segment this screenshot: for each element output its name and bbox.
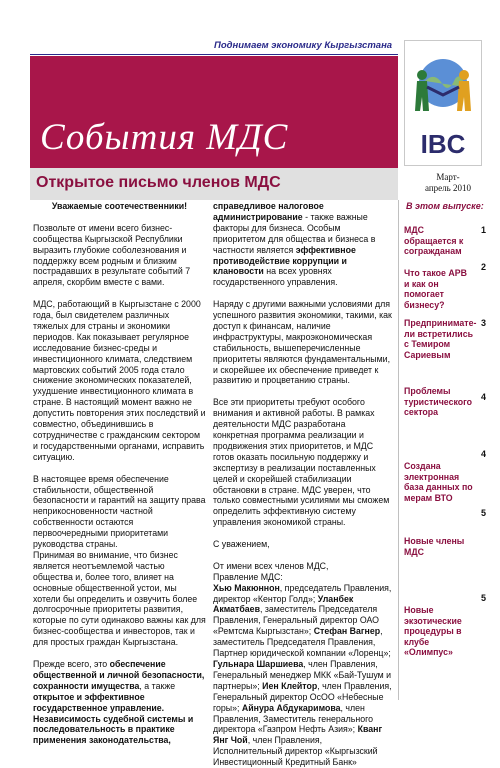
text-run-bold: обеспечение общественной и личной безопасности, сохранности имущества bbox=[33, 659, 205, 691]
issue-date-line1: Март- bbox=[436, 172, 460, 182]
toc-item[interactable]: МДС обращается к согражданам bbox=[404, 225, 464, 256]
signatory-name: Гульнара Шаршиева bbox=[213, 659, 304, 669]
paragraph: Позвольте от имени всего бизнес-сообщества Кыргызской Республики выразить глубокие соболезнования и поддержку всем родным и близким пострадавших в результате событий 7 апреля, скорбим вместе с вами. bbox=[33, 222, 191, 288]
paragraph bbox=[33, 659, 206, 746]
issue-date-line2: апрель 2010 bbox=[424, 183, 472, 193]
toc-item[interactable]: Что такое АРВ и как он помогает бизнесу? bbox=[404, 268, 467, 310]
text-run-bold: эффективное противодействие коррупции и клановости bbox=[213, 244, 356, 277]
signature-board: Правление МДС: bbox=[213, 571, 283, 582]
signatory-title: , заместитель Председателя Правления, Партнер юридической компании «Лоренц»; bbox=[213, 626, 391, 659]
signatory-title: , председатель Правления, директор «Кентор Голд»; bbox=[213, 582, 392, 604]
signatory-name: Кванг Янг Чой bbox=[213, 724, 383, 746]
handshake-globe-icon bbox=[405, 41, 481, 165]
text-run-bold: справедливое налоговое администрирование bbox=[213, 201, 324, 222]
signatory-name: Стефан Вагнер bbox=[313, 626, 381, 637]
article-title: Открытое письмо членов МДС bbox=[36, 174, 281, 191]
toc-item[interactable]: Новые экзотические процедуры в клубе «Олимпус» bbox=[404, 605, 462, 657]
signature-block bbox=[213, 561, 393, 768]
signatory-name: Иен Клейтор bbox=[262, 680, 318, 691]
signatory-name: Хью Макюннон bbox=[213, 582, 280, 593]
newsletter-title: События МДС bbox=[40, 117, 289, 158]
paragraph: В настоящее время обеспечение стабильности, общественной безопасности и гарантий на защиту права неприкосновенности частной собственности остаются первоочередными приоритетами руководства страны. bbox=[33, 473, 206, 550]
signatory-title: , член Правления, Генеральный менеджер МКК «Бай-Тушум и партнеры»; bbox=[213, 659, 392, 691]
toc-page-number: 5 bbox=[481, 593, 487, 603]
toc-page-number: 4 bbox=[481, 449, 487, 459]
paragraph: МДС, работающий в Кыргызстане с 2000 года, был свидетелем различных тяжелых для страны и экономики периодов. Как показывает регулярное исследование бизнес-среды и инвестиционного климата, следствием мартовских событий 2005 года стало снижение экономических показателей, ухудшение инвестиционного климата в стране. В настоящий момент важно не допустить повторения этих последствий и совместно, объединившись в сотрудничестве с гражданским сектором и государственными органами, исправить ситуацию. bbox=[33, 299, 206, 462]
toc-page-number: 1 bbox=[481, 225, 487, 235]
paragraph: Принимая во внимание, что бизнес является неотъемлемой частью общества и, более того, влияет на основные общественной устои, мы хотели бы определить и озвучить более долгосрочные приоритеты развития, которые по сути одинаково важны как для бизнес-сообщества и инвесторов, так и для простых граждан Кыргызстана. bbox=[33, 549, 206, 648]
toc-page-number: 3 bbox=[481, 318, 487, 328]
header-rule bbox=[30, 54, 398, 55]
letter-closing: С уважением, bbox=[213, 539, 270, 550]
toc-item[interactable]: Предпринимате-ли встретились с Темиром Сариевым bbox=[404, 318, 477, 360]
letter-greeting: Уважаемые соотечественники! bbox=[51, 201, 188, 211]
toc-page-number: 4 bbox=[481, 392, 487, 402]
toc-item[interactable]: Проблемы туристического сектора bbox=[404, 386, 473, 417]
text-run: Прежде всего, это bbox=[33, 659, 110, 669]
signatory-name: Айнура Абдукаримова bbox=[241, 702, 341, 713]
toc-page-number: 2 bbox=[481, 262, 487, 272]
signatory-title: , заместитель Председателя Правления, Генеральный директор ОАО «Ремтсма Кыргызстан»; bbox=[213, 604, 379, 637]
toc-item[interactable]: Новые члены МДС bbox=[404, 536, 465, 557]
signatory-name: Уланбек Акматбаев bbox=[213, 593, 354, 615]
signature-list bbox=[213, 583, 393, 768]
paragraph bbox=[213, 201, 393, 288]
sidebar-divider bbox=[398, 200, 399, 700]
signatory-title: , член Правления, Генеральный директор ОсОО «Небесные горы»; bbox=[213, 680, 392, 713]
text-run: на всех уровнях государственного управления. bbox=[213, 266, 338, 288]
letter-column-2 bbox=[213, 201, 393, 768]
toc-item[interactable]: Создана электронная база данных по мерам ВТО bbox=[404, 461, 473, 503]
toc-page-number: 5 bbox=[481, 508, 487, 518]
issue-date bbox=[420, 172, 476, 194]
ibc-logo bbox=[404, 40, 482, 166]
text-run-bold: открытое и эффективное государственное управление. Независимость судебной системы и последовательность в практике применения законодательства, bbox=[33, 691, 194, 746]
newsletter-tagline: Поднимаем экономику Кыргызстана bbox=[214, 40, 393, 51]
signatory-title: , член Правления, Исполнительный директор «Кыргызский Инвестиционный Кредитный Банк» bbox=[213, 735, 378, 768]
text-run: - также важные факторы для бизнеса. Особым приоритетом для общества и бизнеса в частности является bbox=[213, 211, 376, 255]
text-run: , а также bbox=[139, 680, 176, 691]
paragraph: Все эти приоритеты требуют особого внимания и активной работы. В рамках деятельности МДС разработана конкретная программа реализации и продвижения этих приоритетов, и МДС готов оказать посильную поддержку и экспертизу в реализации поставленных целей и скорейшей стабилизации обстановки в стране. МДС уверен, что только совместными усилиями мы сможем определить эффективную систему управления экономикой страны. bbox=[213, 397, 390, 528]
signatory-title: , член Правления, Заместитель генерального директора «Газпром Нефть Азия»; bbox=[213, 702, 374, 735]
signature-intro: От имени всех членов МДС, bbox=[213, 560, 329, 571]
contents-title: В этом выпуске: bbox=[406, 201, 484, 211]
logo-text: IBC bbox=[420, 129, 466, 159]
paragraph: Наряду с другими важными условиями для успешного развития экономики, такими, как доступ к финансам, наличие инфраструктуры, макроэкономическая стабильность, вышеперечисленные приоритеты являются фундаментальными, и скорейшее их обеспечение приведет к развитию и процветанию страны. bbox=[213, 299, 392, 386]
letter-column-1 bbox=[33, 201, 206, 757]
